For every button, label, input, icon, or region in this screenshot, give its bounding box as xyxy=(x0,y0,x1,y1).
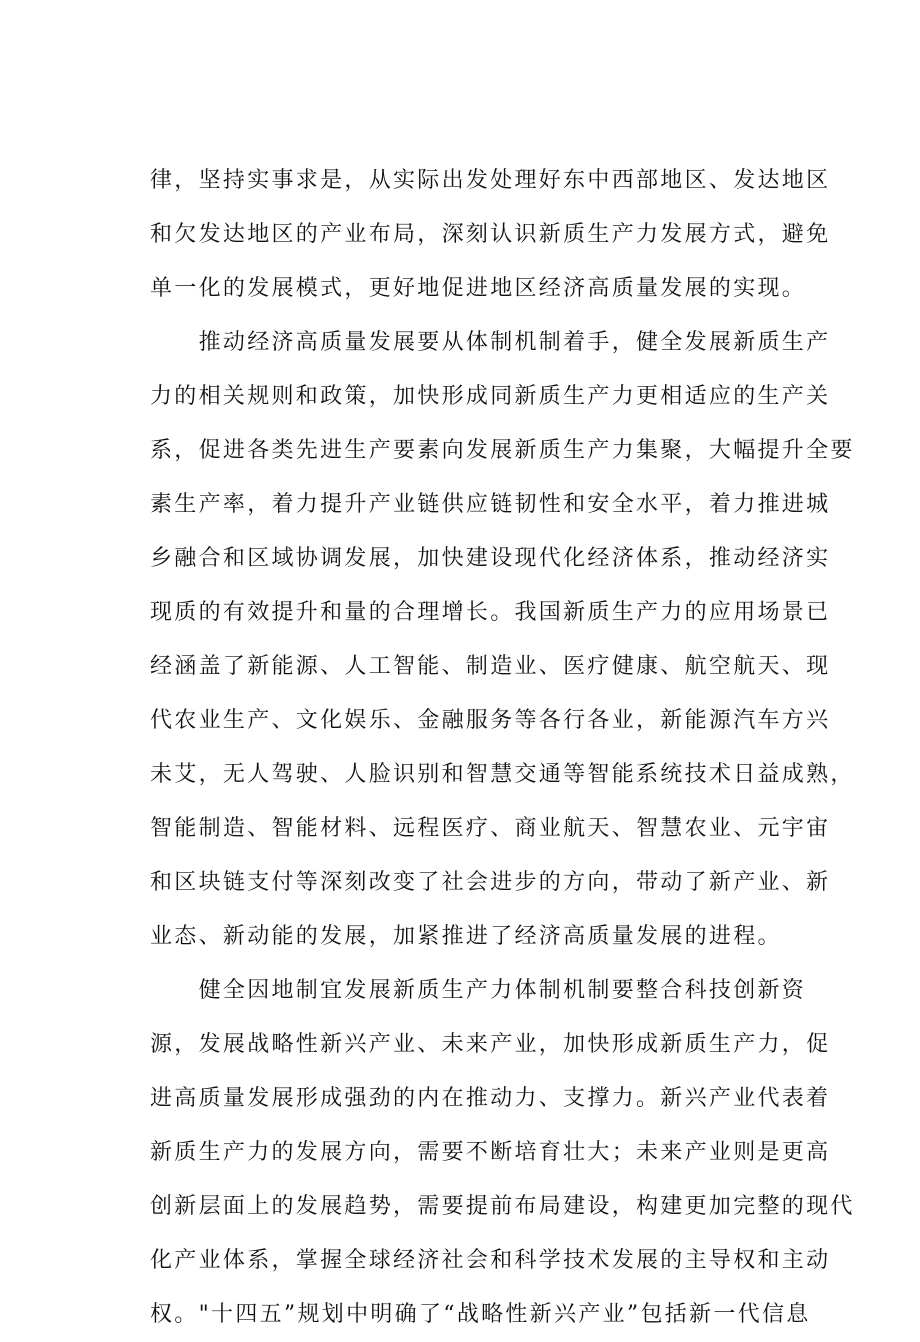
text-line: 素生产率，着力提升产业链供应链韧性和安全水平，着力推进城 xyxy=(150,492,831,517)
text-line: 乡融合和区域协调发展，加快建设现代化经济体系，推动经济实 xyxy=(150,546,831,571)
text-line: 源，发展战略性新兴产业、未来产业，加快形成新质生产力，促 xyxy=(150,1032,831,1057)
text-line: 进高质量发展形成强劲的内在推动力、支撑力。新兴产业代表着 xyxy=(150,1086,831,1111)
text-line: 力的相关规则和政策，加快形成同新质生产力更相适应的生产关 xyxy=(150,384,831,409)
text-line: 推动经济高质量发展要从体制机制着手，健全发展新质生产 xyxy=(150,330,831,355)
text-line: 和欠发达地区的产业布局，深刻认识新质生产力发展方式，避免 xyxy=(150,222,831,247)
body-text xyxy=(150,154,855,1342)
text-line: 健全因地制宜发展新质生产力体制机制要整合科技创新资 xyxy=(150,978,807,1003)
text-line: 代农业生产、文化娱乐、金融服务等各行各业，新能源汽车方兴 xyxy=(150,708,831,733)
text-line: 系，促进各类先进生产要素向发展新质生产力集聚，大幅提升全要 xyxy=(150,438,855,463)
text-line: 律，坚持实事求是，从实际出发处理好东中西部地区、发达地区 xyxy=(150,168,831,193)
text-line: 化产业体系，掌握全球经济社会和科学技术发展的主导权和主动 xyxy=(150,1248,831,1273)
text-line: 权。"十四五”规划中明确了“战略性新兴产业”包括新一代信息 xyxy=(150,1302,811,1327)
text-line: 未艾，无人驾驶、人脸识别和智慧交通等智能系统技术日益成熟， xyxy=(150,762,855,787)
text-line: 智能制造、智能材料、远程医疗、商业航天、智慧农业、元宇宙 xyxy=(150,816,831,841)
text-line: 新质生产力的发展方向，需要不断培育壮大；未来产业则是更高 xyxy=(150,1140,831,1165)
text-line: 创新层面上的发展趋势，需要提前布局建设，构建更加完整的现代 xyxy=(150,1194,855,1219)
text-line: 经涵盖了新能源、人工智能、制造业、医疗健康、航空航天、现 xyxy=(150,654,831,679)
text-line: 现质的有效提升和量的合理增长。我国新质生产力的应用场景已 xyxy=(150,600,831,625)
text-line: 业态、新动能的发展，加紧推进了经济高质量发展的进程。 xyxy=(150,924,782,949)
text-line: 单一化的发展模式，更好地促进地区经济高质量发展的实现。 xyxy=(150,276,807,301)
text-line: 和区块链支付等深刻改变了社会进步的方向，带动了新产业、新 xyxy=(150,870,831,895)
